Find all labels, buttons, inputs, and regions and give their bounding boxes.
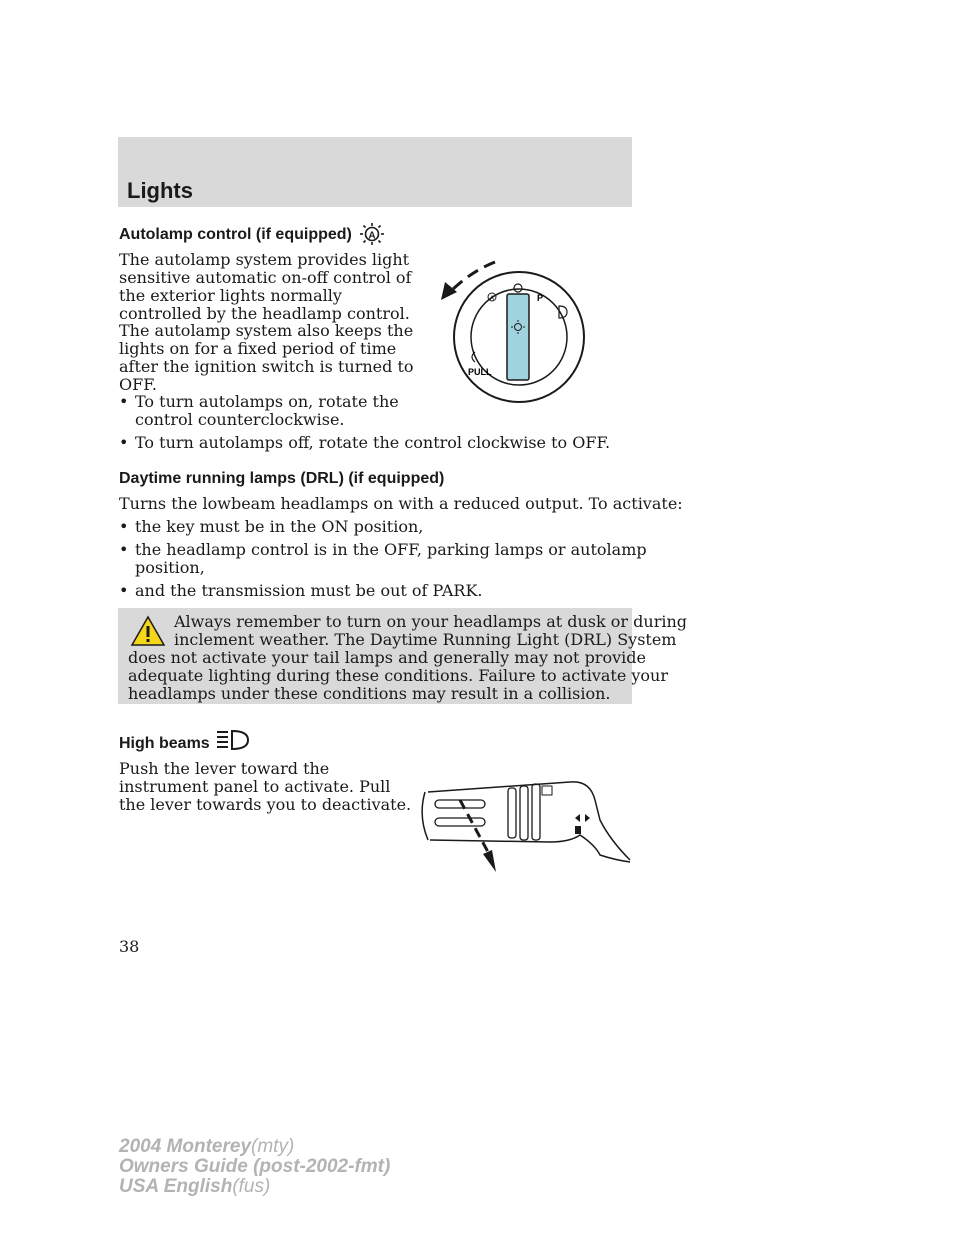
turn-signal-lever-diagram xyxy=(420,780,635,880)
warning-triangle-icon xyxy=(130,615,166,647)
autolamp-icon xyxy=(359,222,385,246)
warning-line-3: does not activate your tail lamps and generally may not provide xyxy=(128,648,646,667)
bullet-dot: • xyxy=(119,581,129,600)
page-number: 38 xyxy=(119,937,140,956)
bullet-dot: • xyxy=(119,540,129,559)
bullet-dot: • xyxy=(119,517,129,536)
svg-text:A: A xyxy=(368,230,376,242)
warning-line-2: inclement weather. The Daytime Running Light (DRL) System xyxy=(174,630,677,649)
svg-text:P: P xyxy=(537,293,544,303)
section-title: Lights xyxy=(127,178,193,203)
section-header-bar xyxy=(118,137,632,207)
warning-line-1: Always remember to turn on your headlamps at dusk or during xyxy=(174,612,688,631)
document-footer: 2004 Monterey(mty) Owners Guide (post-2002-fmt) USA English(fus) xyxy=(119,1136,391,1197)
highbeams-heading: High beams xyxy=(119,735,210,752)
pull-label: PULL xyxy=(468,367,492,377)
autolamp-para-2: The autolamp system also keeps the lights on for a fixed period of time after the ignition switch is turned to OFF. xyxy=(119,321,414,394)
drl-bullet-2: • the headlamp control is in the OFF, parking lamps or autolamp position, xyxy=(119,540,647,577)
bullet-dot: • xyxy=(119,433,129,452)
drl-bullet-3: • and the transmission must be out of PARK. xyxy=(119,581,483,600)
bullet-dot: • xyxy=(119,392,129,411)
autolamp-bullet-off: • To turn autolamps off, rotate the control clockwise to OFF. xyxy=(119,433,611,452)
high-beam-icon xyxy=(216,729,250,751)
warning-line-4: adequate lighting during these conditions. Failure to activate your xyxy=(128,666,668,685)
drl-heading: Daytime running lamps (DRL) (if equipped) xyxy=(119,470,445,487)
drl-bullet-1: • the key must be in the ON position, xyxy=(119,517,424,536)
headlamp-control-diagram xyxy=(435,252,595,412)
autolamp-heading: Autolamp control (if equipped) xyxy=(119,226,352,243)
warning-line-5: headlamps under these conditions may result in a collision. xyxy=(128,684,611,703)
drl-intro: Turns the lowbeam headlamps on with a reduced output. To activate: xyxy=(119,494,683,513)
rotate-arrow-icon xyxy=(450,262,495,292)
autolamp-bullet-on: • To turn autolamps on, rotate the control counterclockwise. xyxy=(119,392,399,429)
highbeams-para: Push the lever toward the instrument panel to activate. Pull the lever towards you to deactivate. xyxy=(119,759,412,814)
autolamp-para-1: The autolamp system provides light sensitive automatic on-off control of the exterior lights normally controlled by the headlamp control. xyxy=(119,250,412,323)
svg-text:A: A xyxy=(489,296,495,302)
